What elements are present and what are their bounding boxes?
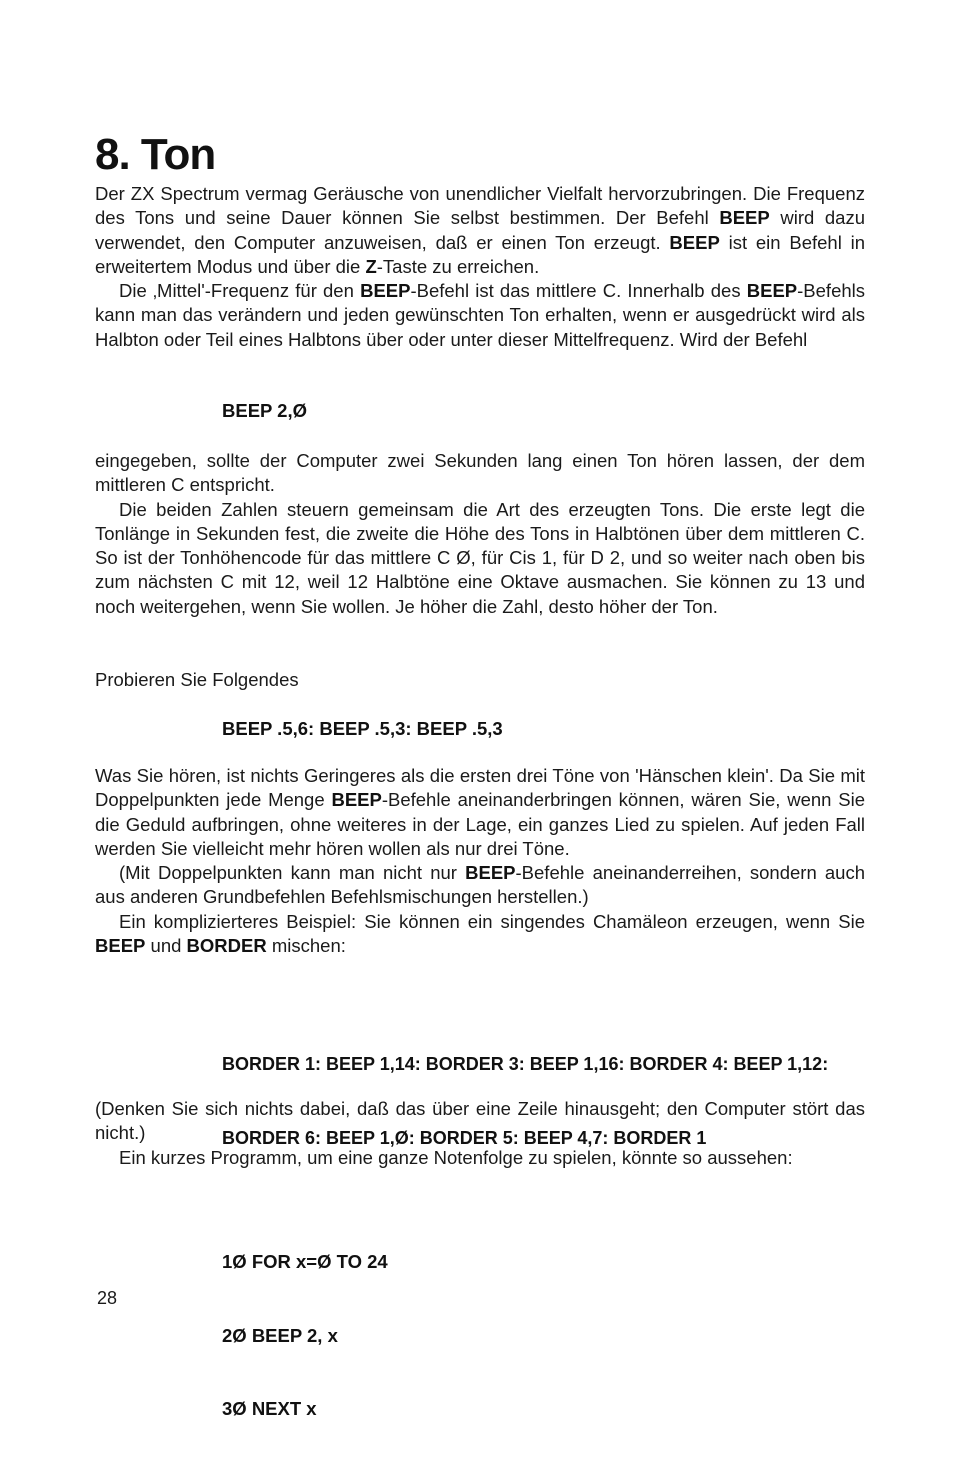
program-line: 1Ø FOR x=Ø TO 24 [222,1251,388,1272]
text-run: Was Sie hören, ist nichts Geringeres als die ersten drei Töne von 'Hänschen klein'. Da Sie mit Doppelpunkten jede Menge [95,765,865,811]
hoeren-section [95,764,865,958]
text-run: -Befehle aneinanderbringen können, wären Sie, wenn Sie die Geduld aufbringen, ohne weiteres in der Lage, ein ganzes Lied zu spielen. Auf jeden Fall werden Sie vielleicht mehr hören wollen als nur drei Töne. [95,789,866,859]
intro-paragraph [95,182,865,279]
keyword: Z [365,255,377,277]
text-run: und [145,935,187,957]
probieren-line: Probieren Sie Folgendes [95,669,299,690]
doppel-paragraph [95,861,865,910]
probieren-section [95,668,865,692]
text-run: Der ZX Spectrum vermag Geräusche von unendlicher Vielfalt hervorzubringen. Die Frequenz des Tons und seine Dauer können Sie selbst bestimmen. Der Befehl [95,183,865,229]
code-program [222,1201,388,1471]
program-line: 3Ø NEXT x [222,1398,317,1419]
text-run: Die ‚Mittel'-Frequenz für den [119,280,361,302]
keyword: BEEP [360,280,411,302]
mittel-paragraph [95,279,865,352]
text-run: -Befehl ist das mittlere C. Innerhalb des [410,280,747,302]
denken-paragraph: (Denken Sie sich nichts dabei, daß das über eine Zeile hinausgeht; den Computer stört das nicht.) [95,1098,865,1144]
hoeren-paragraph [95,764,865,861]
code-beep-2: BEEP .5,6: BEEP .5,3: BEEP .5,3 [222,718,503,739]
after-beep-paragraph: eingegeben, sollte der Computer zwei Sekunden lang einen Ton hören lassen, der dem mittleren C entspricht. [95,450,865,496]
keyword: BEEP [331,789,382,811]
code-line: BORDER 6: BEEP 1,Ø: BORDER 5: BEEP 4,7: BORDER 1 [222,1127,707,1148]
kurz-paragraph: Ein kurzes Programm, um eine ganze Notenfolge zu spielen, könnte so aussehen: [119,1146,793,1168]
text-run: -Befehls kann man das verändern und jeden gewünschten Ton erhalten, wenn er ausgedrückt wird als Halbton oder Teil eines Halbtons über oder unter dieser Mittelfrequenz. Wird der Befehl [95,280,866,350]
code-line: BORDER 1: BEEP 1,14: BORDER 3: BEEP 1,16: BORDER 4: BEEP 1,12: [222,1054,829,1074]
code-beep-1: BEEP 2,Ø [222,400,308,421]
denken-section [95,1097,865,1170]
text-run: -Taste zu erreichen. [376,255,540,277]
chamaeleon-paragraph [95,910,865,959]
keyword: BEEP [465,862,516,884]
text-run: Ein komplizierteres Beispiel: Sie können ein singendes Chamäleon erzeugen, wenn Sie [119,910,865,932]
text-run: -Befehle aneinanderreihen, sondern auch aus anderen Grundbefehlen Befehlsmischungen herstellen.) [95,862,865,908]
chapter-heading: 8. Ton [95,130,216,179]
text-run: (Mit Doppelpunkten kann man nicht nur [119,862,466,884]
page-number: 28 [97,1288,118,1308]
keyword: BEEP [95,935,146,957]
middle-section [95,449,865,619]
keyword: BEEP [669,231,720,253]
text-run: ist ein Befehl in erweitertem Modus und über die [95,231,865,277]
text-run: mischen: [266,935,346,957]
program-line: 2Ø BEEP 2, x [222,1324,338,1346]
text-run: wird dazu verwendet, den Computer anzuweisen, daß er einen Ton erzeugt. [95,207,865,253]
keyword: BEEP [719,207,770,229]
zahlen-paragraph: Die beiden Zahlen steuern gemeinsam die Art des erzeugten Tons. Die erste legt die Tonlänge in Sekunden fest, die zweite die Höhe des Tons in Halbtönen über dem mittleren C. So ist der Tonhöhencode für das mittlere C Ø, für Cis 1, für D 2, und so weiter nach oben bis zum nächsten C mit 12, weil 12 Halbtöne eine Oktave ausmachen. Sie können zu 13 und noch weitergehen, wenn Sie wollen. Je höher die Zahl, desto höher der Ton. [95,498,865,617]
keyword: BORDER [186,935,267,957]
keyword: BEEP [746,280,798,302]
intro-section [95,182,865,352]
